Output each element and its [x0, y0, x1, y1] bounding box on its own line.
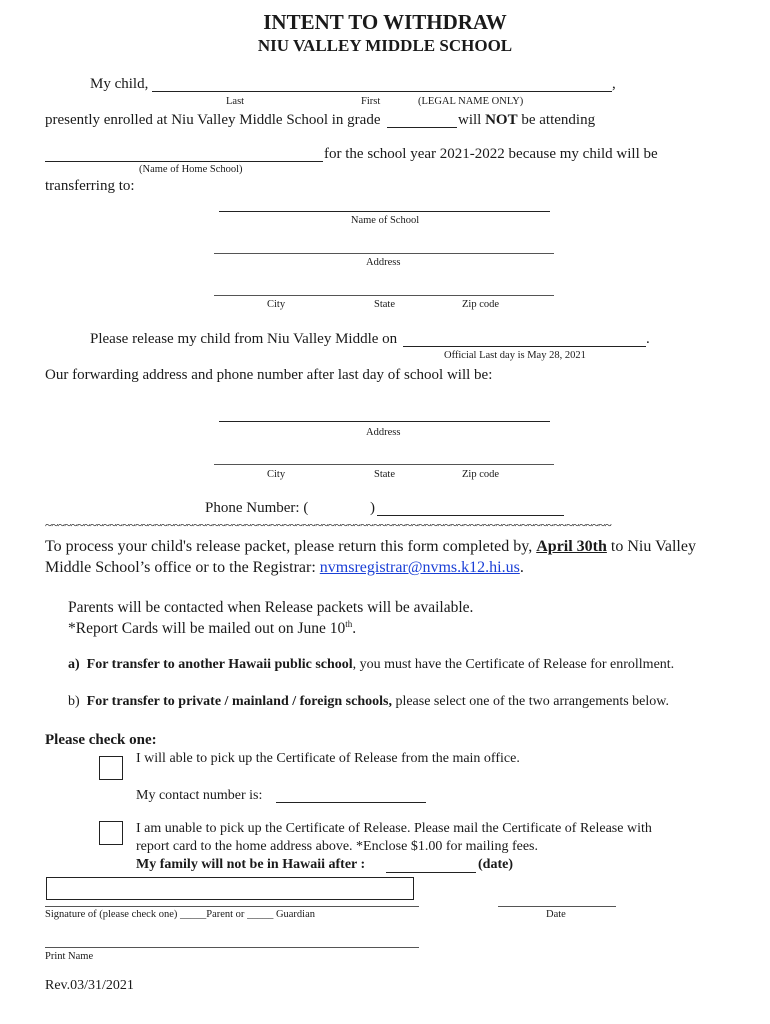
signature-line	[45, 906, 419, 907]
label-state: State	[374, 299, 395, 310]
will-not-text: will NOT be attending	[458, 112, 596, 128]
print-name-field[interactable]	[45, 947, 419, 948]
deadline: April 30th	[536, 538, 607, 555]
option-b: b) For transfer to private / mainland / foreign schools, please select one of the two arrangements below.	[68, 694, 669, 709]
date-line[interactable]	[498, 906, 616, 907]
mail-text-2: report card to the home address above. *Enclose $1.00 for mailing fees.	[136, 839, 538, 854]
form-title: INTENT TO WITHDRAW	[263, 10, 507, 34]
date-label: Date	[546, 909, 566, 920]
notice-report-cards: *Report Cards will be mailed out on June 10th.	[68, 619, 357, 638]
signature-input-box[interactable]	[46, 877, 414, 900]
home-school-text: for the school year 2021-2022 because my child will be	[324, 146, 658, 162]
home-school-field[interactable]	[45, 161, 323, 162]
label-fwd-state: State	[374, 469, 395, 480]
release-text: Please release my child from Niu Valley Middle on	[90, 331, 398, 347]
mail-checkbox[interactable]	[99, 821, 123, 845]
phone-number-field[interactable]	[377, 515, 564, 516]
revision-date: Rev.03/31/2021	[45, 978, 134, 993]
notice-packets: Parents will be contacted when Release packets will be available.	[68, 599, 474, 616]
check-one-heading: Please check one:	[45, 732, 157, 748]
phone-paren: )	[370, 500, 375, 516]
mail-text-1: I am unable to pick up the Certificate of Release. Please mail the Certificate of Release with	[136, 821, 652, 836]
pickup-text: I will able to pick up the Certificate of Release from the main office.	[136, 751, 520, 766]
not-in-hawaii-after: (date)	[478, 857, 513, 872]
label-fwd-address: Address	[366, 427, 401, 438]
grade-field[interactable]	[387, 127, 457, 128]
label-name-of-school: Name of School	[350, 215, 420, 226]
school-address-field[interactable]	[214, 253, 554, 254]
child-name-field[interactable]	[152, 91, 612, 92]
label-zip: Zip code	[462, 299, 500, 310]
registrar-email-link[interactable]: nvmsregistrar@nvms.k12.hi.us	[319, 559, 520, 576]
home-school-label: (Name of Home School)	[139, 164, 243, 175]
label-address: Address	[366, 257, 401, 268]
release-date-field[interactable]	[403, 346, 646, 347]
label-legal: (LEGAL NAME ONLY)	[418, 96, 524, 107]
child-suffix: ,	[612, 76, 616, 92]
label-fwd-city: City	[267, 469, 286, 480]
label-fwd-zip: Zip code	[462, 469, 500, 480]
label-first: First	[361, 96, 381, 107]
pickup-checkbox[interactable]	[99, 756, 123, 780]
school-name: NIU VALLEY MIDDLE SCHOOL	[257, 36, 513, 55]
phone-label: Phone Number: (	[205, 500, 309, 516]
school-name-field[interactable]	[219, 211, 550, 212]
contact-number-field[interactable]	[276, 802, 426, 803]
forwarding-text: Our forwarding address and phone number after last day of school will be:	[45, 367, 493, 383]
forwarding-city-state-zip-field[interactable]	[214, 464, 554, 465]
not-in-hawaii-before: My family will not be in Hawaii after :	[136, 857, 366, 872]
process-line-1: To process your child's release packet, please return this form completed by, April 30th to Niu Valley	[45, 538, 696, 555]
forwarding-address-field[interactable]	[219, 421, 550, 422]
tilde-divider: ~~~~~~~~~~~~~~~~~~~~~~~~~~~~~~~~~~~~~~~~~~~~~~~~~~~~~~~~~~~~~~~~~~~~~~~~~~~~~~~~~~~~~~~~	[45, 517, 612, 532]
transferring-to: transferring to:	[45, 178, 135, 194]
release-suffix: .	[646, 331, 650, 347]
label-city: City	[267, 299, 286, 310]
signature-label: Signature of (please check one) _____Parent or _____ Guardian	[45, 909, 316, 920]
official-last-day: Official Last day is May 28, 2021	[444, 350, 586, 361]
school-city-state-zip-field[interactable]	[214, 295, 554, 296]
label-last: Last	[226, 96, 245, 107]
child-prefix: My child,	[90, 76, 149, 92]
contact-label: My contact number is:	[136, 788, 263, 803]
process-line-2: Middle School’s office or to the Registrar: nvmsregistrar@nvms.k12.hi.us.	[45, 559, 524, 576]
option-a: a) For transfer to another Hawaii public school, you must have the Certificate of Release for enrollment.	[68, 657, 675, 672]
enrolled-text: presently enrolled at Niu Valley Middle School in grade	[45, 112, 381, 128]
departure-date-field[interactable]	[386, 872, 476, 873]
print-name-label: Print Name	[45, 951, 94, 962]
